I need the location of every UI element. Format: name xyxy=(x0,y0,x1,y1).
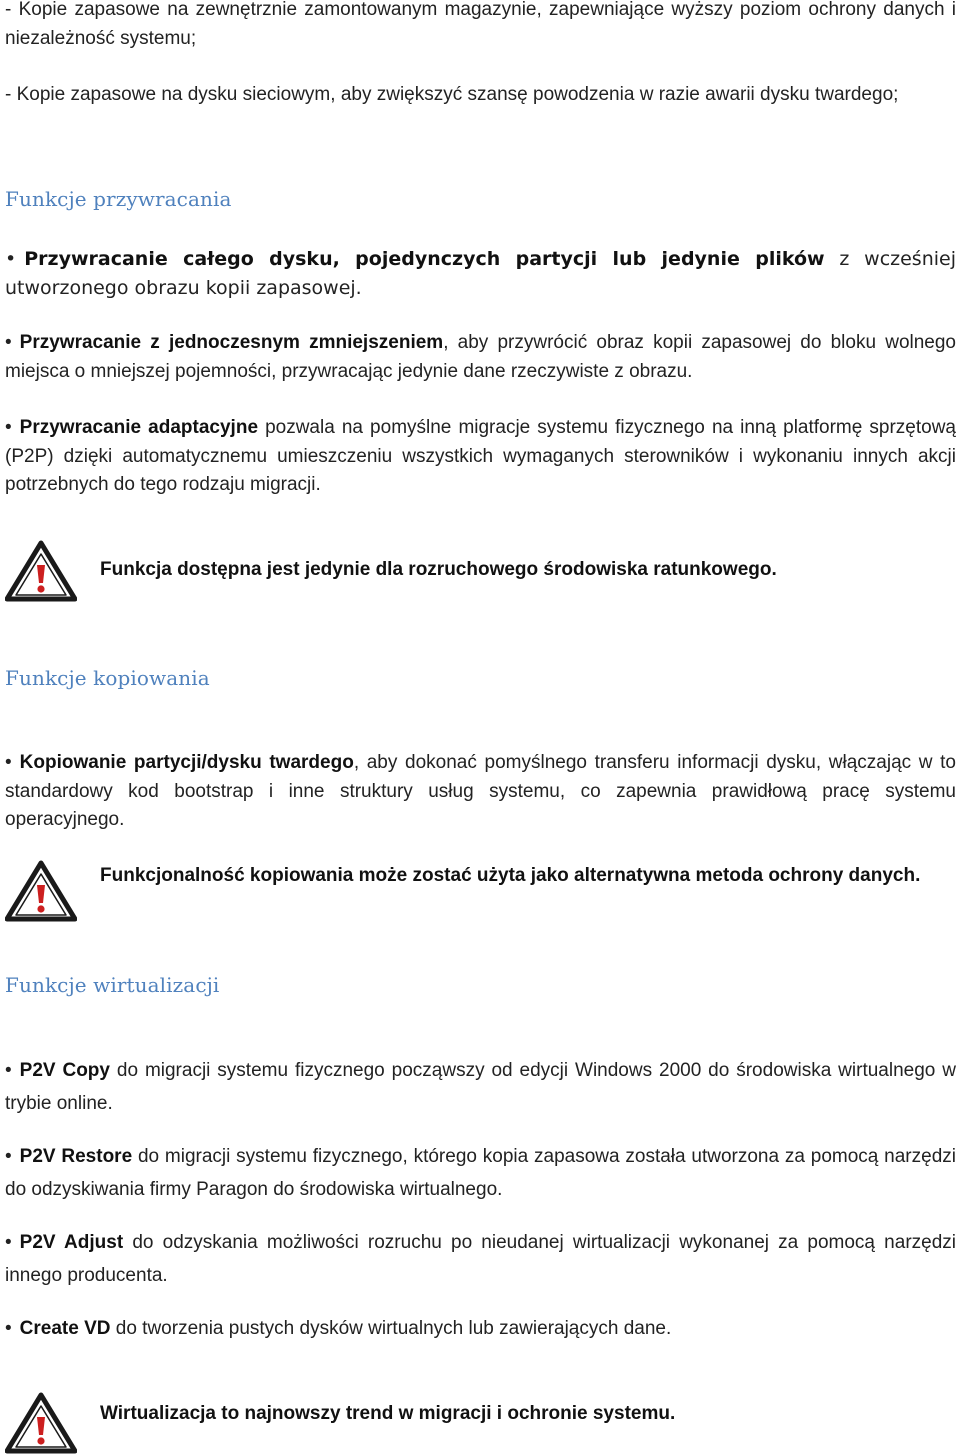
restore-bullet-shrink-text: , aby przywrócić obraz kopii zapasowej do bloku wolnego miejsca o mniejszej pojemności, przywracając jedynie dane rzeczywiste z obrazu. xyxy=(5,332,956,382)
warning-icon xyxy=(5,860,77,922)
virt-bullet-p2v-restore xyxy=(5,1140,956,1206)
warning-icon xyxy=(5,1392,77,1454)
virt-bullet-p2v-copy-bold: P2V Copy xyxy=(19,1060,110,1081)
virt-bullet-create-vd-text: do tworzenia pustych dysków wirtualnych lub zawierających dane. xyxy=(110,1318,672,1339)
virt-bullet-p2v-copy-text: do migracji systemu fizycznego począwszy od edycji Windows 2000 do środowiska wirtualnego w trybie online. xyxy=(5,1060,956,1114)
restore-bullet-shrink xyxy=(5,329,956,386)
section-heading-virtualization: Funkcje wirtualizacji xyxy=(5,973,220,997)
restore-bullet-adaptive-text: pozwala na pomyślne migracje systemu fizycznego na inną platformę sprzętową (P2P) dzięki automatycznemu umieszczeniu wszystkich wymaganych sterowników i wykonaniu innych akcji potrzebnych do tego rodzaju migracji. xyxy=(5,417,956,495)
restore-bullet-full-disk-text: z wcześniej utworzonego obrazu kopii zapasowej. xyxy=(5,248,956,299)
bullet-symbol: • xyxy=(5,248,17,270)
bullet-symbol: • xyxy=(5,1146,12,1167)
bullet-symbol: • xyxy=(5,752,12,773)
virt-bullet-p2v-restore-bold: P2V Restore xyxy=(19,1146,133,1167)
intro-item-external-storage: - Kopie zapasowe na zewnętrznie zamontowanym magazynie, zapewniające wyższy poziom ochrony danych i niezależność systemu; xyxy=(5,0,956,49)
restore-bullet-full-disk xyxy=(5,245,956,302)
virt-bullet-p2v-adjust-bold: P2V Adjust xyxy=(19,1232,124,1253)
virt-warning-text: Wirtualizacja to najnowszy trend w migracji i ochronie systemu. xyxy=(100,1403,676,1424)
virt-bullet-p2v-restore-text: do migracji systemu fizycznego, którego kopia zapasowa została utworzona za pomocą narzędzi do odzyskiwania firmy Paragon do środowiska wirtualnego. xyxy=(5,1146,956,1200)
virt-bullet-p2v-copy xyxy=(5,1054,956,1120)
bullet-symbol: • xyxy=(5,1232,12,1253)
restore-bullet-full-disk-bold: Przywracanie całego dysku, pojedynczych partycji lub jedynie plików xyxy=(24,248,825,270)
copy-warning-text: Funkcjonalność kopiowania może zostać użyta jako alternatywna metoda ochrony danych. xyxy=(100,865,921,886)
virt-bullet-create-vd xyxy=(5,1312,956,1345)
virt-bullet-create-vd-bold: Create VD xyxy=(19,1318,111,1339)
bullet-symbol: • xyxy=(5,1060,12,1081)
restore-warning-text: Funkcja dostępna jest jedynie dla rozruchowego środowiska ratunkowego. xyxy=(100,559,777,580)
bullet-symbol: • xyxy=(5,1318,12,1339)
virt-bullet-p2v-adjust xyxy=(5,1226,956,1292)
copy-bullet-partition xyxy=(5,749,956,835)
bullet-symbol: • xyxy=(5,332,12,353)
intro-item-network-disk: - Kopie zapasowe na dysku sieciowym, aby zwiększyć szansę powodzenia w razie awarii dysku twardego; xyxy=(5,84,899,105)
warning-icon xyxy=(5,540,77,602)
section-heading-copy: Funkcje kopiowania xyxy=(5,666,210,690)
restore-bullet-adaptive-bold: Przywracanie adaptacyjne xyxy=(19,417,259,438)
bullet-symbol: • xyxy=(5,417,12,438)
virt-bullet-p2v-adjust-text: do odzyskania możliwości rozruchu po nieudanej wirtualizacji wykonanej za pomocą narzędzi innego producenta. xyxy=(5,1232,956,1286)
restore-bullet-shrink-bold: Przywracanie z jednoczesnym zmniejszeniem xyxy=(19,332,444,353)
restore-bullet-adaptive xyxy=(5,414,956,500)
copy-bullet-partition-text: , aby dokonać pomyślnego transferu informacji dysku, włączając w to standardowy kod bootstrap i inne struktury usług systemu, co zapewnia prawidłową pracę systemu operacyjnego. xyxy=(5,752,957,830)
copy-bullet-partition-bold: Kopiowanie partycji/dysku twardego xyxy=(19,752,354,773)
section-heading-restore: Funkcje przywracania xyxy=(5,187,232,211)
